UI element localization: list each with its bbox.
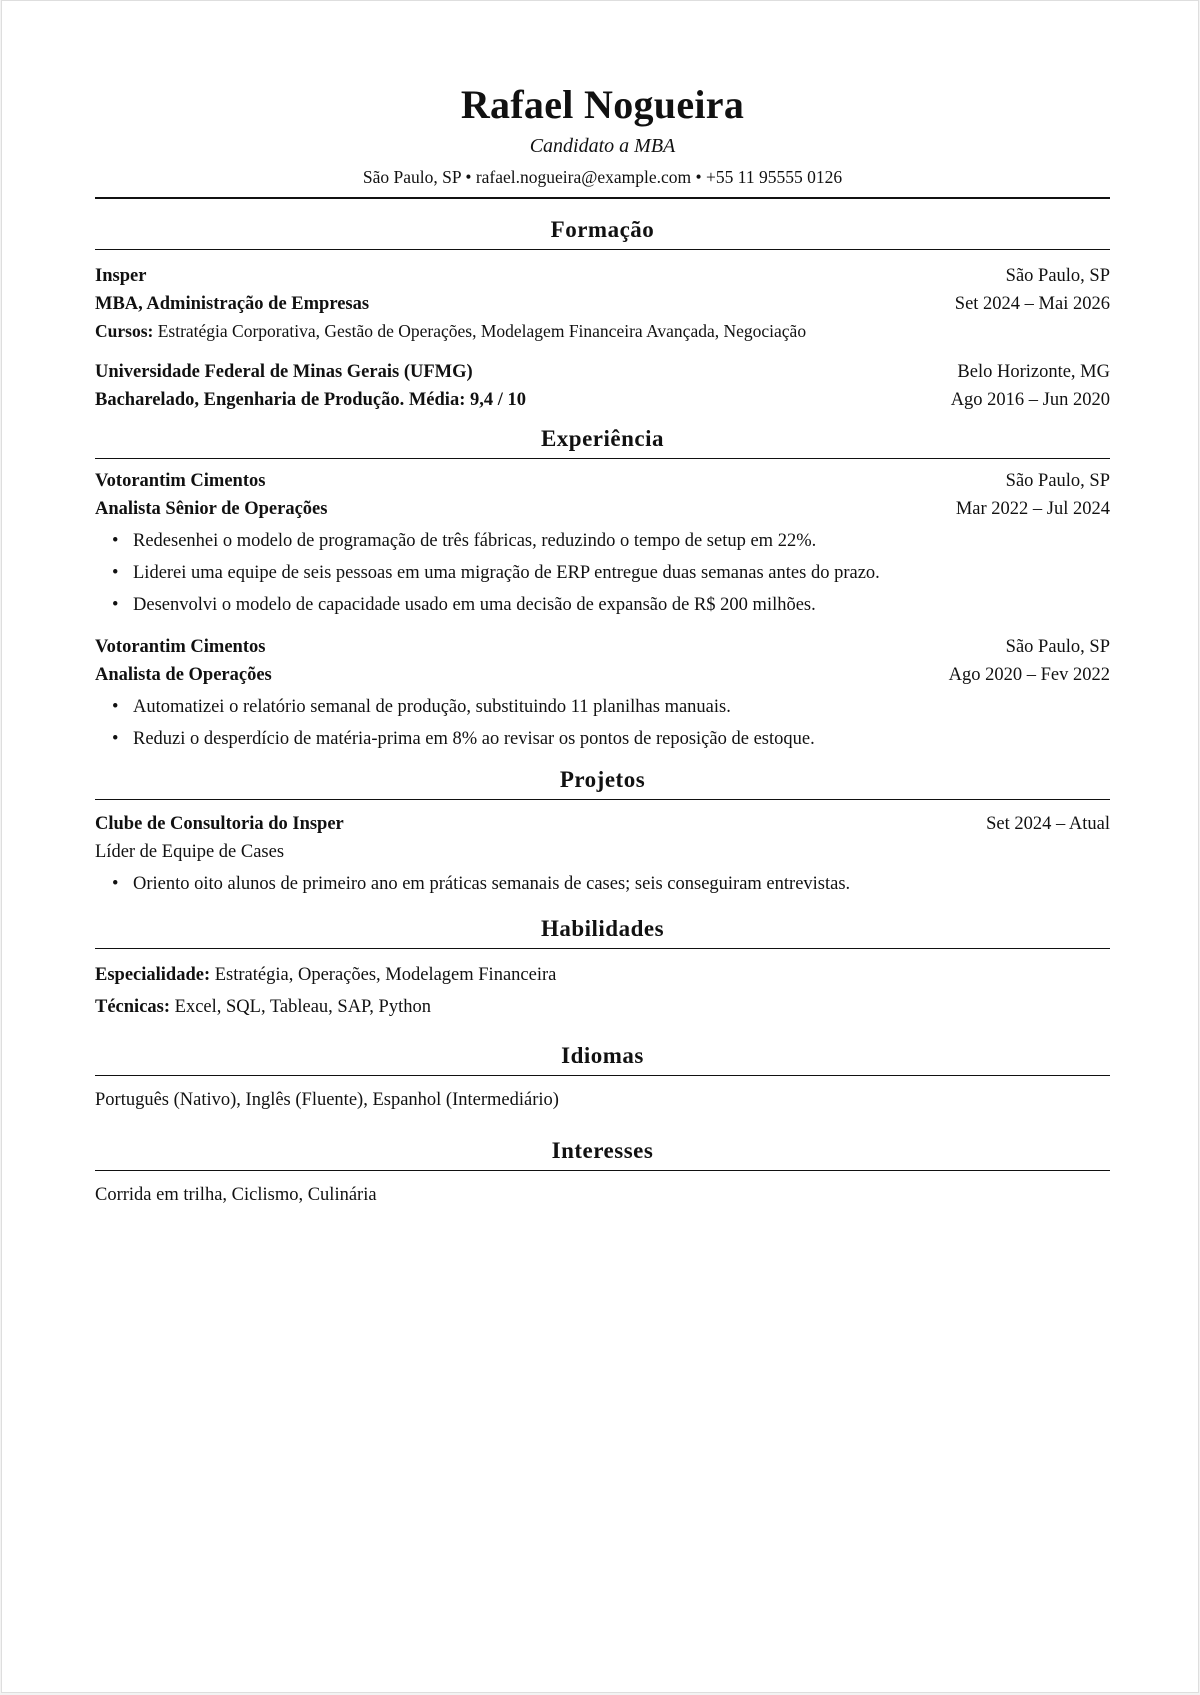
- project-entry: [95, 810, 1110, 900]
- education-entry: [95, 358, 1110, 414]
- bullet-item: [95, 868, 1110, 900]
- school-name: Insper: [95, 266, 147, 286]
- degree: Bacharelado, Engenharia de Produção. Média: 9,4 / 10: [95, 390, 526, 410]
- school-name: Universidade Federal de Minas Gerais (UFMG): [95, 362, 473, 382]
- bullet-icon: •: [112, 874, 119, 894]
- bullet-icon: •: [112, 595, 119, 615]
- project-role: Líder de Equipe de Cases: [95, 842, 285, 862]
- company-location: São Paulo, SP: [1005, 471, 1110, 491]
- bullet-text: Reduzi o desperdício de matéria-prima em 8% ao revisar os pontos de reposição de estoque.: [133, 729, 815, 749]
- bullet-item: [95, 723, 1110, 755]
- courses-line: [95, 318, 1110, 344]
- bullet-list: [95, 691, 1110, 755]
- project-name: Clube de Consultoria do Insper: [95, 814, 344, 834]
- bullet-list: [95, 525, 1110, 621]
- bullet-icon: •: [112, 729, 119, 749]
- contact-line: São Paulo, SP • rafael.nogueira@example.com • +55 11 95555 0126: [362, 167, 843, 187]
- section-title-interests: Interesses: [551, 1138, 654, 1163]
- skills-technical-label: Técnicas:: [95, 997, 171, 1017]
- education-entry: [95, 262, 1110, 344]
- bullet-item: [95, 589, 1110, 621]
- section-title-projects: Projetos: [559, 767, 646, 792]
- languages-text: Português (Nativo), Inglês (Fluente), Espanhol (Intermediário): [95, 1090, 559, 1110]
- bullet-item: [95, 691, 1110, 723]
- bullet-text: Liderei uma equipe de seis pessoas em uma migração de ERP entregue duas semanas antes do prazo.: [133, 563, 880, 583]
- education-dates: Set 2024 – Mai 2026: [954, 294, 1110, 314]
- skills-specialty-label: Especialidade:: [95, 965, 211, 985]
- company-name: Votorantim Cimentos: [95, 471, 266, 491]
- courses-label: Cursos:: [95, 321, 154, 341]
- company-name: Votorantim Cimentos: [95, 637, 266, 657]
- section-divider: [95, 249, 1110, 250]
- interests-text: Corrida em trilha, Ciclismo, Culinária: [95, 1185, 377, 1205]
- company-location: São Paulo, SP: [1005, 637, 1110, 657]
- job-dates: Ago 2020 – Fev 2022: [948, 665, 1110, 685]
- experience-entry: [95, 633, 1110, 755]
- section-divider: [95, 799, 1110, 800]
- courses-list: Estratégia Corporativa, Gestão de Operações, Modelagem Financeira Avançada, Negociação: [157, 321, 807, 341]
- header-divider: [95, 197, 1110, 199]
- skills-specialty-line: [95, 959, 1110, 991]
- job-title: Analista de Operações: [95, 665, 272, 685]
- bullet-icon: •: [112, 697, 119, 717]
- section-title-languages: Idiomas: [561, 1043, 644, 1068]
- resume-page: [1, 0, 1199, 1693]
- experience-entry: [95, 467, 1110, 621]
- resume-content: [95, 75, 1110, 1209]
- candidate-subtitle: Candidato a MBA: [529, 135, 676, 157]
- skills-technical-value: Excel, SQL, Tableau, SAP, Python: [174, 997, 431, 1017]
- section-divider: [95, 1170, 1110, 1171]
- project-dates: Set 2024 – Atual: [986, 814, 1110, 834]
- bullet-icon: •: [112, 531, 119, 551]
- skills-technical-line: [95, 991, 1110, 1023]
- school-location: São Paulo, SP: [1005, 266, 1110, 286]
- bullet-icon: •: [112, 563, 119, 583]
- bullet-text: Redesenhei o modelo de programação de três fábricas, reduzindo o tempo de setup em 22%.: [133, 531, 817, 551]
- section-title-skills: Habilidades: [540, 916, 665, 941]
- school-location: Belo Horizonte, MG: [957, 362, 1110, 382]
- bullet-text: Desenvolvi o modelo de capacidade usado em uma decisão de expansão de R$ 200 milhões.: [133, 595, 816, 615]
- section-divider: [95, 458, 1110, 459]
- candidate-name: Rafael Nogueira: [460, 82, 745, 127]
- bullet-text: Automatizei o relatório semanal de produção, substituindo 11 planilhas manuais.: [133, 697, 731, 717]
- job-title: Analista Sênior de Operações: [95, 499, 328, 519]
- degree: MBA, Administração de Empresas: [95, 294, 370, 314]
- bullet-text: Oriento oito alunos de primeiro ano em práticas semanais de cases; seis conseguiram entrevistas.: [133, 874, 851, 894]
- bullet-item: [95, 525, 1110, 557]
- bullet-list: [95, 868, 1110, 900]
- education-dates: Ago 2016 – Jun 2020: [950, 390, 1110, 410]
- section-title-experience: Experiência: [540, 426, 665, 451]
- section-title-education: Formação: [550, 217, 655, 242]
- job-dates: Mar 2022 – Jul 2024: [955, 499, 1110, 519]
- skills-block: [95, 959, 1110, 1023]
- section-divider: [95, 1075, 1110, 1076]
- section-divider: [95, 948, 1110, 949]
- bullet-item: [95, 557, 1110, 589]
- skills-specialty-value: Estratégia, Operações, Modelagem Financeira: [214, 965, 557, 985]
